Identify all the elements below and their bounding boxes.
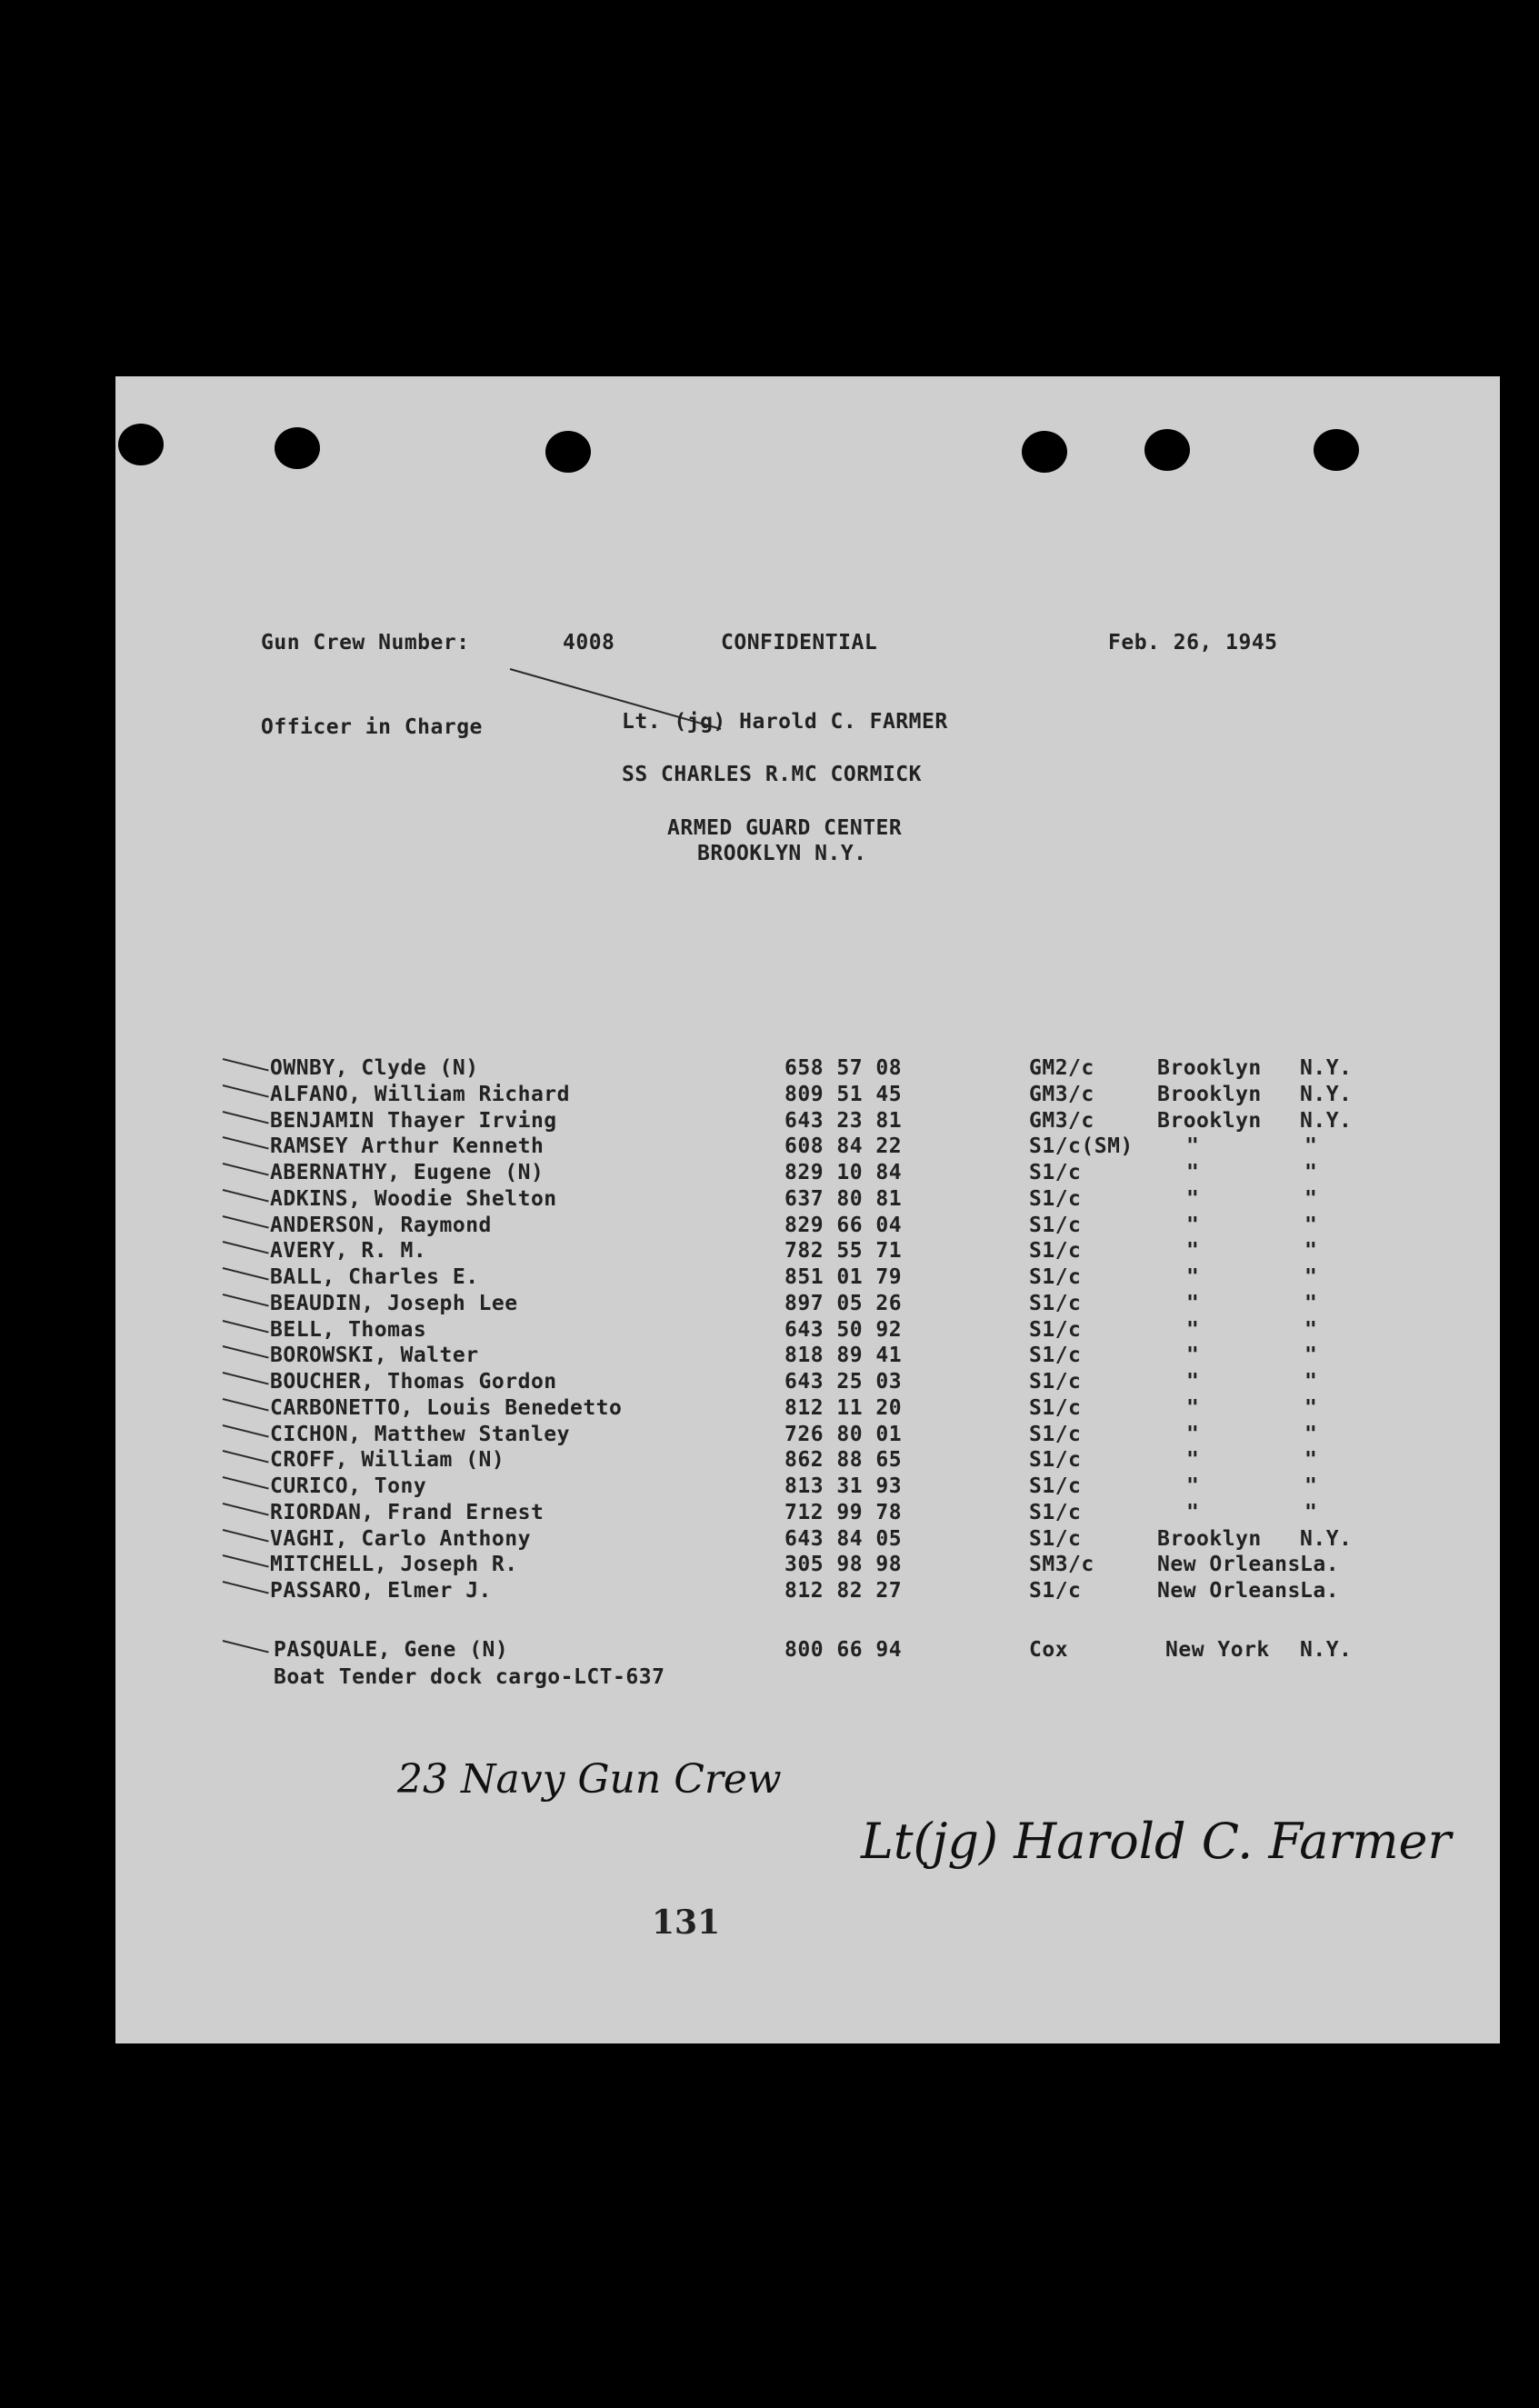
punch-hole bbox=[1144, 429, 1190, 471]
check-mark bbox=[223, 1581, 269, 1594]
service-number: 643 50 92 bbox=[784, 1317, 903, 1342]
service-number: 813 31 93 bbox=[784, 1474, 903, 1498]
home-state: " bbox=[1304, 1422, 1318, 1446]
home-city: " bbox=[1186, 1265, 1200, 1289]
service-number: 818 89 41 bbox=[784, 1344, 903, 1368]
home-city: " bbox=[1186, 1474, 1200, 1498]
service-number: 809 51 45 bbox=[784, 1082, 903, 1106]
home-city: " bbox=[1186, 1395, 1200, 1420]
rate: S1/c bbox=[1029, 1422, 1082, 1446]
check-mark bbox=[223, 1294, 269, 1307]
crew-name: BEAUDIN, Joseph Lee bbox=[270, 1291, 518, 1315]
service-number: 643 23 81 bbox=[784, 1108, 903, 1133]
crew-name: BENJAMIN Thayer Irving bbox=[270, 1108, 557, 1133]
crew-name: OWNBY, Clyde (N) bbox=[270, 1056, 479, 1080]
home-city: New York bbox=[1165, 1638, 1270, 1662]
check-mark bbox=[223, 1189, 269, 1203]
check-mark bbox=[223, 1267, 269, 1281]
crew-name: ANDERSON, Raymond bbox=[270, 1213, 492, 1237]
home-state: " bbox=[1304, 1291, 1318, 1315]
officer-label: Officer in Charge bbox=[261, 715, 483, 739]
check-mark bbox=[223, 1111, 269, 1124]
gun-crew-label: Gun Crew Number: bbox=[261, 631, 470, 654]
crew-row bbox=[115, 1527, 1500, 1554]
service-number: 829 66 04 bbox=[784, 1213, 903, 1237]
crew-row bbox=[115, 1292, 1500, 1318]
crew-row bbox=[115, 1083, 1500, 1109]
home-state: " bbox=[1304, 1265, 1318, 1289]
crew-name: CURICO, Tony bbox=[270, 1474, 427, 1498]
crew-row bbox=[115, 1579, 1500, 1605]
crew-row bbox=[115, 1214, 1500, 1240]
home-city: " bbox=[1186, 1370, 1200, 1394]
home-state: " bbox=[1304, 1344, 1318, 1368]
armed-guard-center: ARMED GUARD CENTER bbox=[667, 816, 903, 840]
home-city: " bbox=[1186, 1291, 1200, 1315]
check-mark bbox=[223, 1503, 269, 1516]
service-number: 658 57 08 bbox=[784, 1056, 903, 1080]
home-state: " bbox=[1304, 1474, 1318, 1498]
crew-row bbox=[115, 1265, 1500, 1292]
rate: S1/c bbox=[1029, 1161, 1082, 1184]
home-state: N.Y. bbox=[1300, 1638, 1353, 1662]
document-date: Feb. 26, 1945 bbox=[1108, 631, 1278, 654]
home-city: " bbox=[1186, 1186, 1200, 1211]
officer-name: Lt. (jg) Harold C. FARMER bbox=[622, 710, 948, 734]
check-mark bbox=[223, 1136, 269, 1150]
rate: S1/c bbox=[1029, 1579, 1082, 1603]
crew-name: BOROWSKI, Walter bbox=[270, 1344, 479, 1368]
page-number: 131 bbox=[652, 1903, 721, 1942]
punch-hole bbox=[1314, 429, 1359, 471]
crew-name: RAMSEY Arthur Kenneth bbox=[270, 1134, 545, 1159]
punch-hole bbox=[1022, 431, 1067, 473]
home-city: " bbox=[1186, 1317, 1200, 1342]
rate: SM3/c bbox=[1029, 1553, 1094, 1577]
service-number: 608 84 22 bbox=[784, 1134, 903, 1159]
home-city: " bbox=[1186, 1134, 1200, 1159]
service-number: 812 82 27 bbox=[784, 1579, 903, 1603]
home-city: " bbox=[1186, 1344, 1200, 1368]
home-city: New Orleans bbox=[1157, 1579, 1301, 1603]
home-city: " bbox=[1186, 1500, 1200, 1524]
crew-row bbox=[115, 1448, 1500, 1474]
check-mark bbox=[223, 1320, 269, 1334]
punch-hole bbox=[275, 427, 320, 469]
crew-name: BALL, Charles E. bbox=[270, 1265, 479, 1289]
crew-name: ALFANO, William Richard bbox=[270, 1082, 570, 1106]
crew-name: MITCHELL, Joseph R. bbox=[270, 1553, 518, 1577]
home-state: " bbox=[1304, 1500, 1318, 1524]
rate: S1/c(SM) bbox=[1029, 1134, 1134, 1159]
service-number: 782 55 71 bbox=[784, 1239, 903, 1264]
service-number: 829 10 84 bbox=[784, 1161, 903, 1184]
rate: S1/c bbox=[1029, 1370, 1082, 1394]
crew-row bbox=[115, 1474, 1500, 1501]
home-state: " bbox=[1304, 1370, 1318, 1394]
crew-row bbox=[115, 1396, 1500, 1423]
service-number: 862 88 65 bbox=[784, 1448, 903, 1473]
check-mark bbox=[223, 1084, 269, 1098]
check-mark bbox=[223, 1215, 269, 1229]
check-mark bbox=[223, 1640, 269, 1654]
rate: GM3/c bbox=[1029, 1082, 1094, 1106]
home-state: La. bbox=[1300, 1579, 1340, 1603]
crew-name: PASSARO, Elmer J. bbox=[270, 1579, 492, 1603]
handwritten-count: 23 Navy Gun Crew bbox=[397, 1756, 782, 1803]
home-city: New Orleans bbox=[1157, 1553, 1301, 1577]
rate: S1/c bbox=[1029, 1186, 1082, 1211]
home-state: N.Y. bbox=[1300, 1108, 1353, 1133]
rate: GM2/c bbox=[1029, 1056, 1094, 1080]
rate: S1/c bbox=[1029, 1500, 1082, 1524]
home-state: N.Y. bbox=[1300, 1526, 1353, 1551]
crew-name: BOUCHER, Thomas Gordon bbox=[270, 1370, 557, 1394]
rate: S1/c bbox=[1029, 1239, 1082, 1264]
crew-name: CROFF, William (N) bbox=[270, 1448, 505, 1473]
crew-row bbox=[115, 1239, 1500, 1265]
rate: S1/c bbox=[1029, 1265, 1082, 1289]
crew-name: PASQUALE, Gene (N) bbox=[274, 1638, 509, 1662]
service-number: 637 80 81 bbox=[784, 1186, 903, 1211]
crew-name: AVERY, R. M. bbox=[270, 1239, 427, 1264]
home-city: " bbox=[1186, 1448, 1200, 1473]
check-mark bbox=[223, 1058, 269, 1072]
crew-name: CARBONETTO, Louis Benedetto bbox=[270, 1395, 623, 1420]
crew-name: VAGHI, Carlo Anthony bbox=[270, 1526, 531, 1551]
check-mark bbox=[223, 1529, 269, 1543]
rate: S1/c bbox=[1029, 1344, 1082, 1368]
service-number: 897 05 26 bbox=[784, 1291, 903, 1315]
crew-row-extra bbox=[115, 1638, 1500, 1664]
home-state: N.Y. bbox=[1300, 1082, 1353, 1106]
crew-row bbox=[115, 1134, 1500, 1161]
rate: S1/c bbox=[1029, 1291, 1082, 1315]
service-number: 726 80 01 bbox=[784, 1422, 903, 1446]
rate: S1/c bbox=[1029, 1395, 1082, 1420]
center-location: BROOKLYN N.Y. bbox=[697, 842, 867, 865]
officer-signature: Lt(jg) Harold C. Farmer bbox=[861, 1813, 1452, 1870]
check-mark bbox=[223, 1241, 269, 1254]
check-mark bbox=[223, 1476, 269, 1490]
check-mark bbox=[223, 1398, 269, 1412]
home-state: " bbox=[1304, 1448, 1318, 1473]
crew-row bbox=[115, 1109, 1500, 1135]
home-city: " bbox=[1186, 1239, 1200, 1264]
home-state: " bbox=[1304, 1161, 1318, 1184]
rate: S1/c bbox=[1029, 1317, 1082, 1342]
check-mark bbox=[223, 1372, 269, 1385]
crew-row bbox=[115, 1553, 1500, 1579]
crew-name: BELL, Thomas bbox=[270, 1317, 427, 1342]
crew-name: ADKINS, Woodie Shelton bbox=[270, 1186, 557, 1211]
crew-row bbox=[115, 1056, 1500, 1083]
home-city: Brooklyn bbox=[1157, 1526, 1262, 1551]
check-mark bbox=[223, 1424, 269, 1438]
gun-crew-number: 4008 bbox=[563, 631, 615, 654]
home-city: Brooklyn bbox=[1157, 1082, 1262, 1106]
home-city: Brooklyn bbox=[1157, 1108, 1262, 1133]
crew-name: RIORDAN, Frand Ernest bbox=[270, 1500, 545, 1524]
crew-name: ABERNATHY, Eugene (N) bbox=[270, 1161, 545, 1184]
check-mark bbox=[223, 1450, 269, 1464]
ship-name: SS CHARLES R.MC CORMICK bbox=[622, 763, 922, 786]
crew-name: CICHON, Matthew Stanley bbox=[270, 1422, 570, 1446]
crew-row bbox=[115, 1318, 1500, 1344]
crew-row bbox=[115, 1370, 1500, 1396]
check-mark bbox=[223, 1554, 269, 1568]
home-city: " bbox=[1186, 1161, 1200, 1184]
check-mark bbox=[223, 1345, 269, 1359]
home-state: " bbox=[1304, 1134, 1318, 1159]
classification: CONFIDENTIAL bbox=[721, 631, 878, 654]
rate: Cox bbox=[1029, 1638, 1069, 1662]
service-number: 851 01 79 bbox=[784, 1265, 903, 1289]
service-number: 643 25 03 bbox=[784, 1370, 903, 1394]
home-city: " bbox=[1186, 1422, 1200, 1446]
rate: GM3/c bbox=[1029, 1108, 1094, 1133]
crew-row bbox=[115, 1423, 1500, 1449]
rate: S1/c bbox=[1029, 1448, 1082, 1473]
home-state: " bbox=[1304, 1186, 1318, 1211]
home-city: Brooklyn bbox=[1157, 1056, 1262, 1080]
home-city: " bbox=[1186, 1213, 1200, 1237]
punch-hole bbox=[118, 424, 164, 465]
service-number: 305 98 98 bbox=[784, 1553, 903, 1577]
boat-tender-note: Boat Tender dock cargo-LCT-637 bbox=[274, 1665, 665, 1689]
rate: S1/c bbox=[1029, 1526, 1082, 1551]
crew-row bbox=[115, 1161, 1500, 1187]
home-state: " bbox=[1304, 1213, 1318, 1237]
document-page bbox=[115, 376, 1500, 2043]
service-number: 800 66 94 bbox=[784, 1638, 903, 1662]
rate: S1/c bbox=[1029, 1213, 1082, 1237]
check-mark bbox=[223, 1163, 269, 1176]
service-number: 643 84 05 bbox=[784, 1526, 903, 1551]
home-state: N.Y. bbox=[1300, 1056, 1353, 1080]
punch-hole bbox=[545, 431, 591, 473]
crew-row bbox=[115, 1501, 1500, 1527]
home-state: " bbox=[1304, 1395, 1318, 1420]
home-state: " bbox=[1304, 1317, 1318, 1342]
crew-row bbox=[115, 1344, 1500, 1370]
crew-row bbox=[115, 1187, 1500, 1214]
home-state: " bbox=[1304, 1239, 1318, 1264]
service-number: 812 11 20 bbox=[784, 1395, 903, 1420]
service-number: 712 99 78 bbox=[784, 1500, 903, 1524]
home-state: La. bbox=[1300, 1553, 1340, 1577]
rate: S1/c bbox=[1029, 1474, 1082, 1498]
